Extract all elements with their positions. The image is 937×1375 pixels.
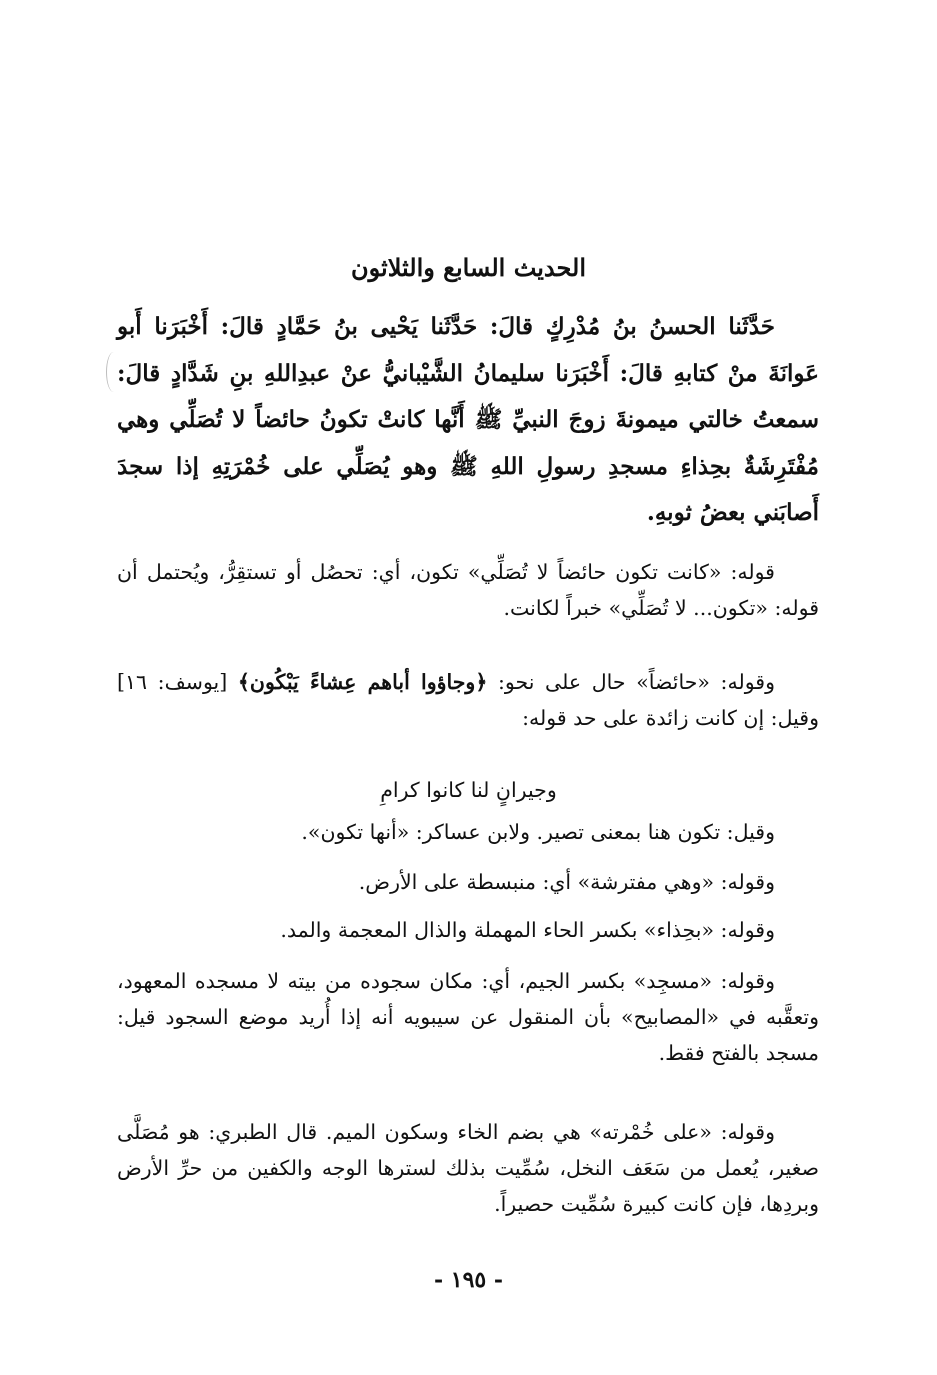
commentary-paragraph: وقوله: «وهي مفترشة» أي: منبسطة على الأرض. (358, 870, 775, 894)
quran-verse: ﴿وجاؤوا أباهم عِشاءً يَبْكُون﴾ (237, 670, 488, 694)
commentary-text: [يوسف: ١٦] وقيل: إن كانت زائدة على حد قوله: (117, 670, 819, 730)
commentary-paragraph: وقوله: «على خُمْرته» هي بضم الخاء وسكون الميم. قال الطبري: هو مُصَلَّى صغير، يُعمل من سَعَف النخل، سُمِّيت بذلك لسترها الوجه والكفين من حرِّ الأرض وبردِها، فإن كانت كبيرة سُمِّيت حصيراً. (117, 1120, 819, 1216)
commentary-block-3 (117, 814, 819, 850)
commentary-block-2 (117, 664, 819, 736)
commentary-block-6 (117, 963, 819, 1071)
hadith-heading: الحديث السابع والثلاثون (350, 253, 587, 282)
commentary-paragraph (117, 664, 819, 736)
commentary-paragraph: قوله: «كانت تكون حائضاً لا تُصَلِّي» تكون، أي: تحصُل أو تستقِرُّ، ويُحتمل أن قوله: «تكون... لا تُصَلِّي» خبراً لكانت. (117, 560, 819, 620)
commentary-block-7 (117, 1114, 819, 1222)
hadith-text-block (117, 304, 819, 537)
commentary-block-1 (117, 554, 819, 626)
commentary-paragraph: وقوله: «بحِذاء» بكسر الحاء المهملة والذال المعجمة والمد. (280, 918, 775, 942)
hadith-text: حَدَّثَنا الحسنُ بنُ مُدْرِكٍ قالَ: حَدَّثَنا يَحْيى بنُ حَمَّادٍ قالَ: أَخْبَرَنا أَبو عَوانَةَ منْ كتابهِ قالَ: أَخْبَرَنا سليمانُ الشَّيْبانيُّ عنْ عبدِاللهِ بنِ شَدَّادٍ قالَ: سمعتُ خالتي ميمونةَ زوجَ النبيِّ ﷺ أَنَّها كانتْ تكونُ حائضاً لا تُصَلِّي وهي مُفْتَرِشَةٌ بحِذاءِ مسجدِ رسولِ اللهِ ﷺ وهو يُصَلِّي على خُمْرَتِهِ إذا سجدَ أَصابَني بعضُ ثوبهِ. (117, 313, 819, 526)
commentary-paragraph: وقيل: تكون هنا بمعنى تصير. ولابن عساكر: «أنها تكون». (301, 820, 775, 844)
commentary-block-5 (117, 912, 819, 948)
page-number: - ١٩٥ - (433, 1267, 504, 1293)
poetry-verse: وجيرانٍ لنا كانوا كرامِ (380, 778, 557, 802)
commentary-paragraph: وقوله: «مسجِد» بكسر الجيم، أي: مكان سجوده من بيته لا مسجده المعهود، وتعقَّبه في «المصابيح» بأن المنقول عن سيبويه أنه إذا أُريد موضع السجود قيل: مسجد بالفتح فقط. (117, 969, 819, 1065)
commentary-block-4 (117, 864, 819, 900)
commentary-text: وقوله: «حائضاً» حال على نحو: (487, 670, 775, 694)
